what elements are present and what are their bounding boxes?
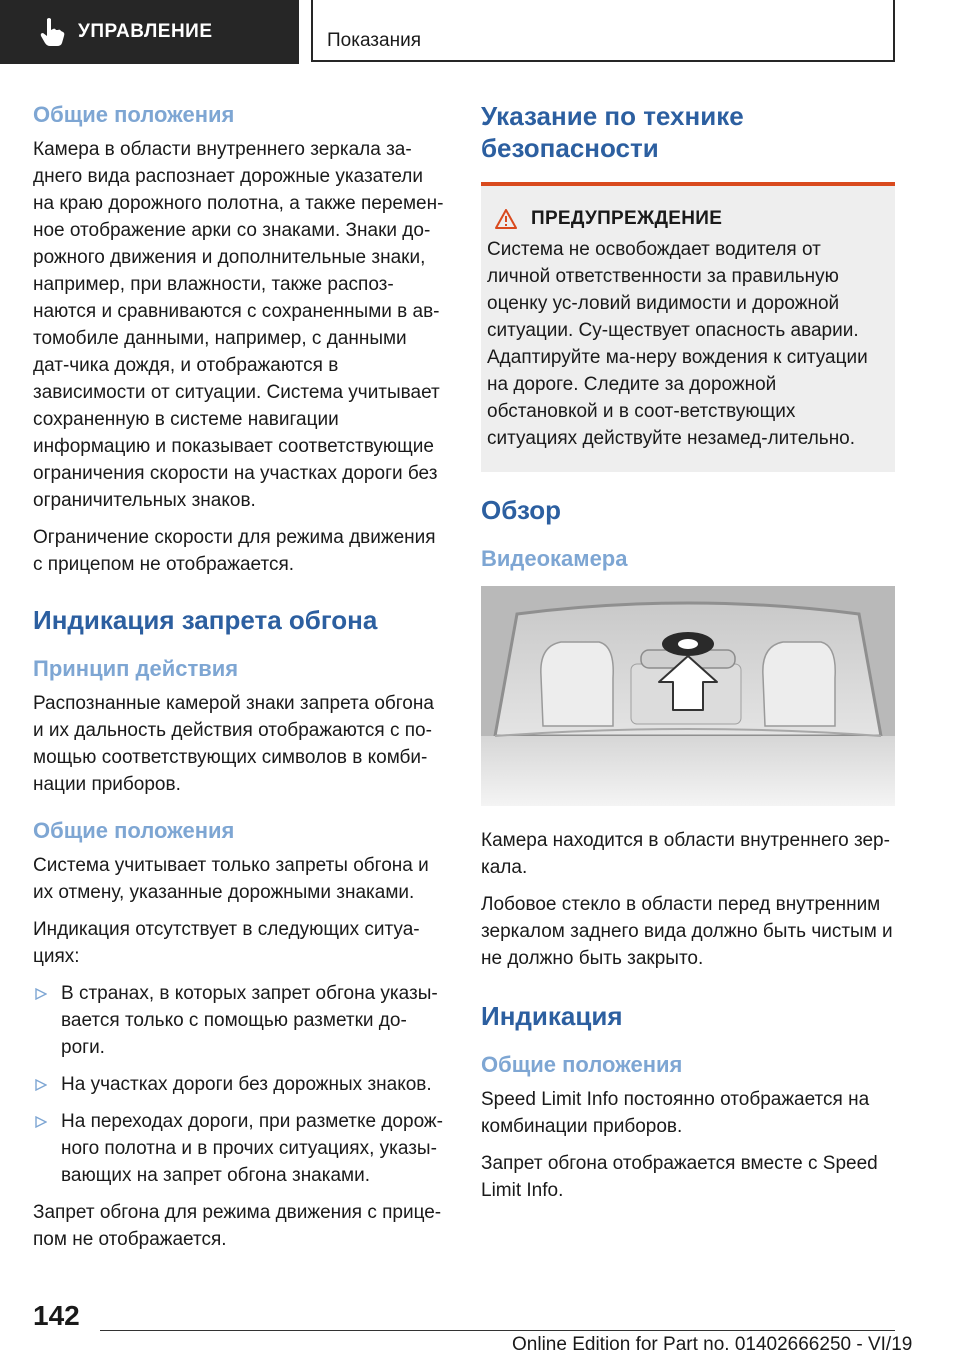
- heading-indication: Индикация: [481, 1001, 623, 1031]
- chapter-tab: [311, 0, 895, 62]
- triangle-bullet-icon: [35, 1079, 47, 1091]
- warning-triangle-icon: [495, 209, 517, 229]
- warning-box: [481, 182, 895, 472]
- section-title: УПРАВЛЕНИЕ: [78, 21, 213, 42]
- heading-overtaking: Индикация запрета обгона: [33, 605, 378, 635]
- page-number: 142: [33, 1300, 80, 1331]
- heading-overview: Обзор: [481, 495, 561, 525]
- rear-window-camera-illustration: [481, 586, 895, 806]
- list-item: В странах, в которых запрет обгона указы-вается только с помощью разметки до-роги.: [33, 980, 447, 1061]
- left-column: [33, 100, 447, 1263]
- paragraph-camera-location: Камера находится в области внутреннего зер-кала.: [481, 830, 890, 878]
- warning-text: Система не освобождает водителя от личной ответственности за правильную оценку ус-ловий видимости и дорожной ситуации. Су-ществует опасность аварии. Адаптируйте ма-неру вождения к ситуации на дороге. Следите за дорожной обстановкой и в соот-ветствующих ситуациях действуйте незамед-лительно.: [487, 239, 868, 449]
- heading-general-2: Общие положения: [33, 818, 235, 843]
- warning-title: ПРЕДУПРЕЖДЕНИЕ: [531, 208, 723, 229]
- paragraph-speed-limit-info: Speed Limit Info постоянно отображается на комбинации приборов.: [481, 1089, 870, 1137]
- list-item: На переходах дороги, при разметке дорож-ного полотна и в прочих ситуациях, указы-вающих на запрет обгона знаками.: [33, 1108, 447, 1189]
- list-item: На участках дороги без дорожных знаков.: [33, 1071, 447, 1098]
- triangle-bullet-icon: [35, 1116, 47, 1128]
- section-tab: [0, 0, 299, 64]
- triangle-bullet-icon: [35, 988, 47, 1000]
- paragraph-system-considers: Система учитывает только запреты обгона и их отмену, указанные дорожными знаками.: [33, 855, 429, 903]
- right-column: [481, 100, 895, 1214]
- hand-pointer-icon: [38, 16, 66, 48]
- paragraph-principle: Распознанные камерой знаки запрета обгона и их дальность действия отображаются с по-мощью соответствующих символов в комби-нации приборов.: [33, 693, 434, 795]
- heading-safety: Указание по технике безопасности: [481, 101, 744, 163]
- paragraph-no-indication: Индикация отсутствует в следующих ситуа-циях:: [33, 919, 420, 967]
- paragraph-overtaking-with-sli: Запрет обгона отображается вместе с Speed Limit Info.: [481, 1153, 878, 1201]
- paragraph-windshield-clean: Лобовое стекло в области перед внутренним зеркалом заднего вида должно быть чистым и не должно быть закрыто.: [481, 894, 893, 969]
- heading-general-1: Общие положения: [33, 102, 235, 127]
- bullet-list: [33, 980, 447, 1189]
- paragraph-trailer-limit: Ограничение скорости для режима движения с прицепом не отображается.: [33, 527, 436, 575]
- footer-edition: Online Edition for Part no. 01402666250 - VI/19: [512, 1334, 913, 1355]
- paragraph-camera-recognition: Камера в области внутреннего зеркала за-днего вида распознает дорожные указатели на краю дорожного полотна, а также перемен-ное отображение арки со знаками. Знаки до-рожного движения и дополнительные знаки, например, при влажности, также распоз-наются и сравниваются с сохраненными в ав-томобиле данными, например, с данными дат-чика дождя, и отображаются в зависимости от ситуации. Система учитывает сохраненную в системе навигации информацию и показывает соответствующие ограничения скорости на участках дороги без ограничительных знаков.: [33, 139, 444, 511]
- heading-principle: Принцип действия: [33, 656, 239, 681]
- heading-general-right: Общие положения: [481, 1052, 683, 1077]
- heading-camera: Видеокамера: [481, 546, 628, 571]
- chapter-title: Показания: [327, 30, 421, 51]
- paragraph-trailer-overtaking: Запрет обгона для режима движения с прице-пом не отображается.: [33, 1202, 442, 1250]
- footer-rule: [100, 1330, 895, 1331]
